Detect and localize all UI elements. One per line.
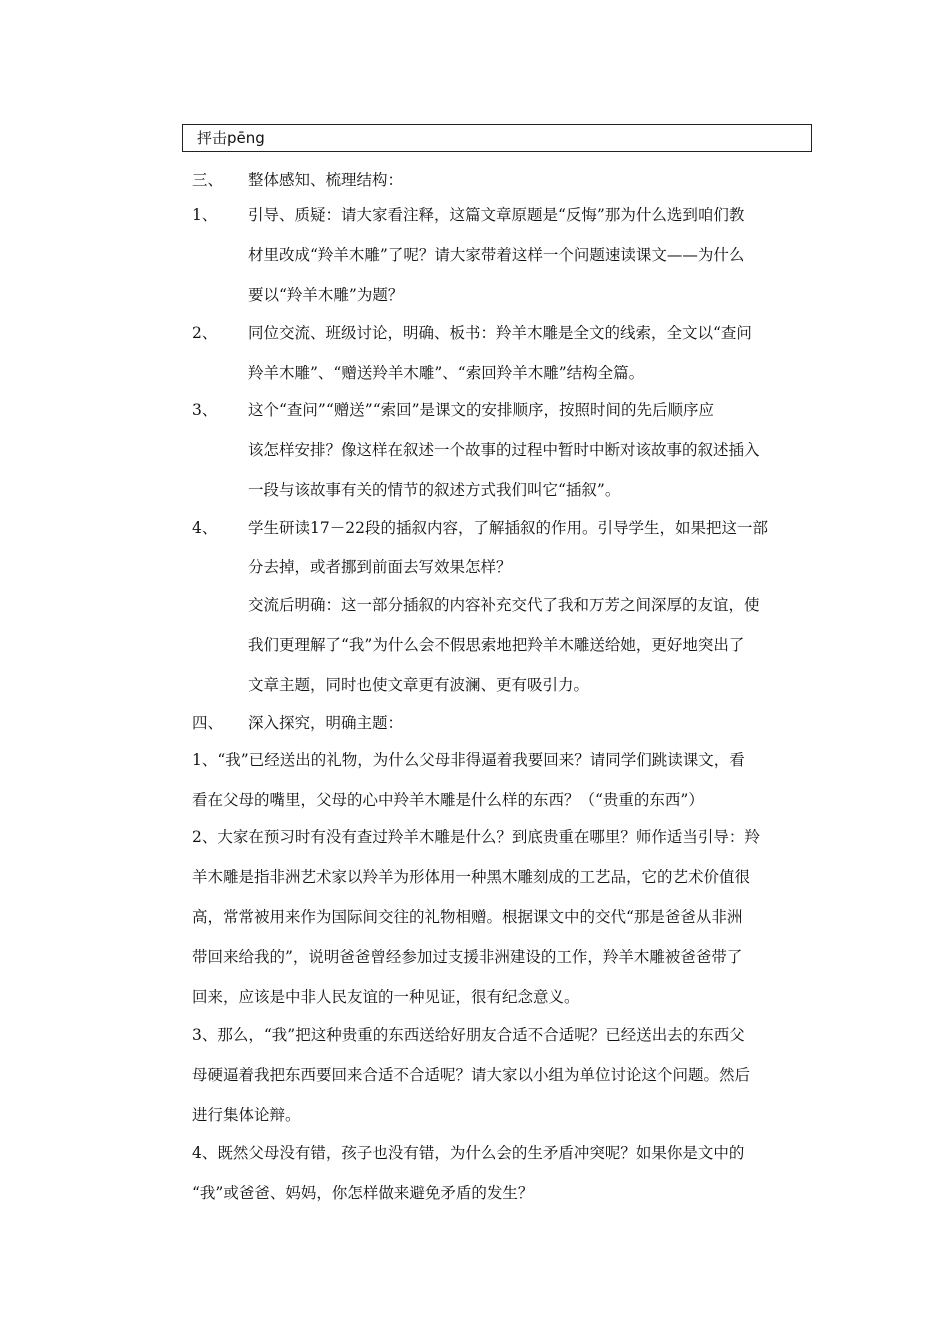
- para-4-line-2: “我”或爸爸、妈妈，你怎样做来避免矛盾的发生？: [192, 1184, 534, 1202]
- item-2-line-1: 同位交流、班级讨论，明确、板书：羚羊木雕是全文的线索，全文以“查问: [248, 324, 752, 342]
- para-2-line-4: 带回来给我的”，说明爸爸曾经参加过支援非洲建设的工作，羚羊木雕被爸爸带了: [192, 948, 743, 966]
- item-4-line-5: 文章主题，同时也使文章更有波澜、更有吸引力。: [248, 676, 590, 694]
- vocab-box: 抨击pēng: [182, 124, 812, 152]
- item-4-line-4: 我们更理解了“我”为什么会不假思索地把羚羊木雕送给她，更好地突出了: [248, 636, 745, 654]
- para-2-line-5: 回来，应该是中非人民友谊的一种见证，很有纪念意义。: [192, 988, 580, 1006]
- item-3-num: 3、: [192, 401, 218, 419]
- item-4-num: 4、: [192, 519, 218, 537]
- item-2-line-2: 羚羊木雕”、“赠送羚羊木雕”、“索回羚羊木雕”结构全篇。: [248, 364, 645, 382]
- para-3-line-2: 母硬逼着我把东西要回来合适不合适呢？请大家以小组为单位讨论这个问题。然后: [192, 1066, 751, 1084]
- para-1-line-1: 1、“我”已经送出的礼物，为什么父母非得逼着我要回来？请同学们跳读课文，看: [192, 751, 745, 769]
- item-1-num: 1、: [192, 206, 218, 224]
- item-2-num: 2、: [192, 324, 218, 342]
- item-3-line-2: 该怎样安排？像这样在叙述一个故事的过程中暂时中断对该故事的叙述插入: [248, 441, 760, 459]
- para-1-line-2: 看在父母的嘴里，父母的心中羚羊木雕是什么样的东西？（“贵重的东西”）: [192, 791, 704, 809]
- para-2-line-2: 羊木雕是指非洲艺术家以羚羊为形体用一种黑木雕刻成的工艺品，它的艺术价值很: [192, 868, 751, 886]
- item-1-line-2: 材里改成“羚羊木雕”了呢？请大家带着这样一个问题速读课文——为什么: [248, 246, 745, 264]
- para-4-line-1: 4、既然父母没有错，孩子也没有错，为什么会的生矛盾冲突呢？如果你是文中的: [192, 1144, 745, 1162]
- section-three-label: 三、: [192, 171, 224, 189]
- para-3-line-3: 进行集体论辩。: [192, 1106, 301, 1124]
- item-1-line-1: 引导、质疑：请大家看注释，这篇文章原题是“反悔”那为什么选到咱们教: [248, 206, 745, 224]
- item-4-line-3: 交流后明确：这一部分插叙的内容补充交代了我和万芳之间深厚的友谊，使: [248, 596, 760, 614]
- section-three-title: 整体感知、梳理结构：: [248, 171, 404, 189]
- item-4-line-1: 学生研读17－22段的插叙内容，了解插叙的作用。引导学生，如果把这一部: [248, 519, 768, 537]
- section-four-title: 深入探究，明确主题：: [248, 714, 404, 732]
- para-3-line-1: 3、那么，“我”把这种贵重的东西送给好朋友合适不合适呢？已经送出去的东西父: [192, 1026, 745, 1044]
- item-3-line-1: 这个“查问”“赠送”“索回”是课文的安排顺序，按照时间的先后顺序应: [248, 401, 715, 419]
- para-2-line-3: 高，常常被用来作为国际间交往的礼物相赠。根据课文中的交代“那是爸爸从非洲: [192, 908, 743, 926]
- para-2-line-1: 2、大家在预习时有没有查过羚羊木雕是什么？到底贵重在哪里？师作适当引导：羚: [192, 828, 760, 846]
- section-four-label: 四、: [192, 714, 224, 732]
- item-1-line-3: 要以“羚羊木雕”为题？: [248, 286, 404, 304]
- item-4-line-2: 分去掉，或者挪到前面去写效果怎样？: [248, 558, 512, 576]
- item-3-line-3: 一段与该故事有关的情节的叙述方式我们叫它“插叙”。: [248, 481, 621, 499]
